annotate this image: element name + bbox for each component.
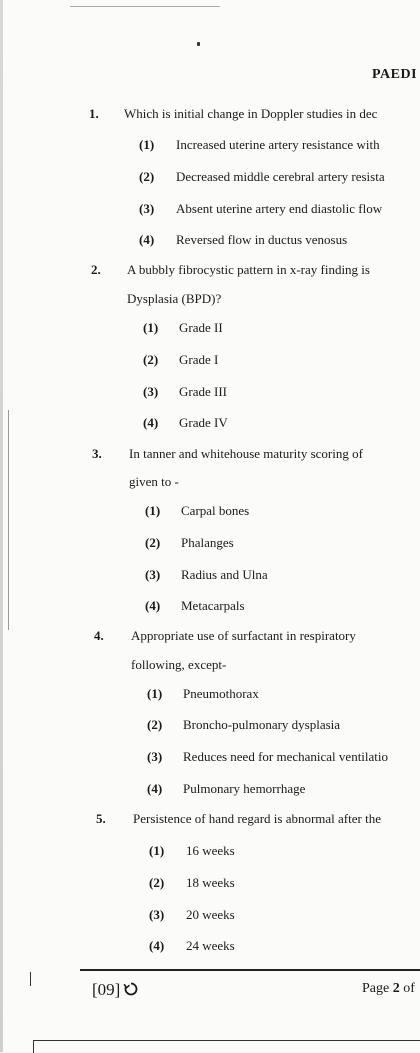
page-number: 2 (392, 981, 400, 996)
option-number: (2) (139, 169, 155, 184)
footer-rule (80, 969, 420, 971)
option-number: (4) (149, 938, 165, 953)
top-rule (70, 6, 220, 7)
option-text: 18 weeks (186, 875, 235, 890)
option-number: (1) (145, 503, 161, 518)
option-number: (3) (139, 201, 155, 216)
rotate-icon (123, 981, 139, 997)
question-number: 5. (96, 811, 106, 826)
option-text: 24 weeks (186, 938, 235, 953)
paper-code-text: [09] (92, 980, 121, 999)
option-text: Increased uterine artery resistance with (176, 137, 380, 152)
option-text: 20 weeks (186, 907, 235, 922)
option-number: (2) (145, 535, 161, 550)
scan-edge (0, 0, 3, 1052)
question-number: 2. (91, 262, 101, 277)
question-text: Appropriate use of surfactant in respiratory (131, 628, 356, 643)
question-text: Which is initial change in Doppler studies in dec (124, 106, 378, 121)
option-number: (2) (147, 717, 163, 732)
question-number: 4. (94, 628, 104, 643)
option-number: (2) (149, 875, 165, 890)
option-number: (4) (143, 415, 159, 430)
margin-line (8, 410, 9, 630)
bottom-frame (33, 1040, 420, 1053)
option-text: Radius and Ulna (181, 567, 268, 582)
option-number: (3) (147, 749, 163, 764)
ink-dot (197, 42, 200, 46)
question-text: given to - (129, 474, 179, 489)
option-text: Grade IV (179, 415, 228, 430)
option-text: 16 weeks (186, 843, 235, 858)
option-text: Metacarpals (181, 598, 245, 613)
subject-header: PAEDI (372, 67, 418, 82)
option-text: Reduces need for mechanical ventilatio (183, 749, 389, 764)
question-text: In tanner and whitehouse maturity scoring of (129, 446, 363, 461)
question-text: following, except- (131, 657, 227, 672)
option-text: Pneumothorax (183, 686, 259, 701)
option-text: Grade III (179, 384, 227, 399)
option-number: (1) (143, 320, 159, 335)
option-text: Grade II (179, 320, 223, 335)
option-number: (1) (149, 843, 165, 858)
page-of: of (403, 981, 415, 996)
option-number: (2) (143, 352, 159, 367)
option-number: (3) (143, 384, 159, 399)
question-number: 3. (92, 446, 102, 461)
page-indicator (362, 981, 415, 997)
page-label: Page (362, 981, 390, 996)
question-text: A bubbly fibrocystic pattern in x-ray finding is (127, 262, 370, 277)
option-text: Decreased middle cerebral artery resista (176, 169, 385, 184)
question-text: Dysplasia (BPD)? (127, 291, 222, 306)
question-text: Persistence of hand regard is abnormal after the (133, 811, 381, 826)
option-number: (4) (139, 232, 155, 247)
option-number: (3) (149, 907, 165, 922)
paper-code (92, 980, 139, 1000)
option-number: (1) (139, 137, 155, 152)
option-text: Carpal bones (181, 503, 250, 518)
option-text: Pulmonary hemorrhage (183, 781, 306, 796)
option-text: Broncho-pulmonary dysplasia (183, 717, 341, 732)
option-number: (1) (147, 686, 163, 701)
option-text: Phalanges (181, 535, 234, 550)
option-text: Grade I (179, 352, 219, 367)
option-text: Reversed flow in ductus venosus (176, 232, 348, 247)
question-number: 1. (89, 106, 99, 121)
option-number: (3) (145, 567, 161, 582)
option-number: (4) (147, 781, 163, 796)
margin-tick (30, 972, 31, 986)
option-number: (4) (145, 598, 161, 613)
option-text: Absent uterine artery end diastolic flow (176, 201, 383, 216)
